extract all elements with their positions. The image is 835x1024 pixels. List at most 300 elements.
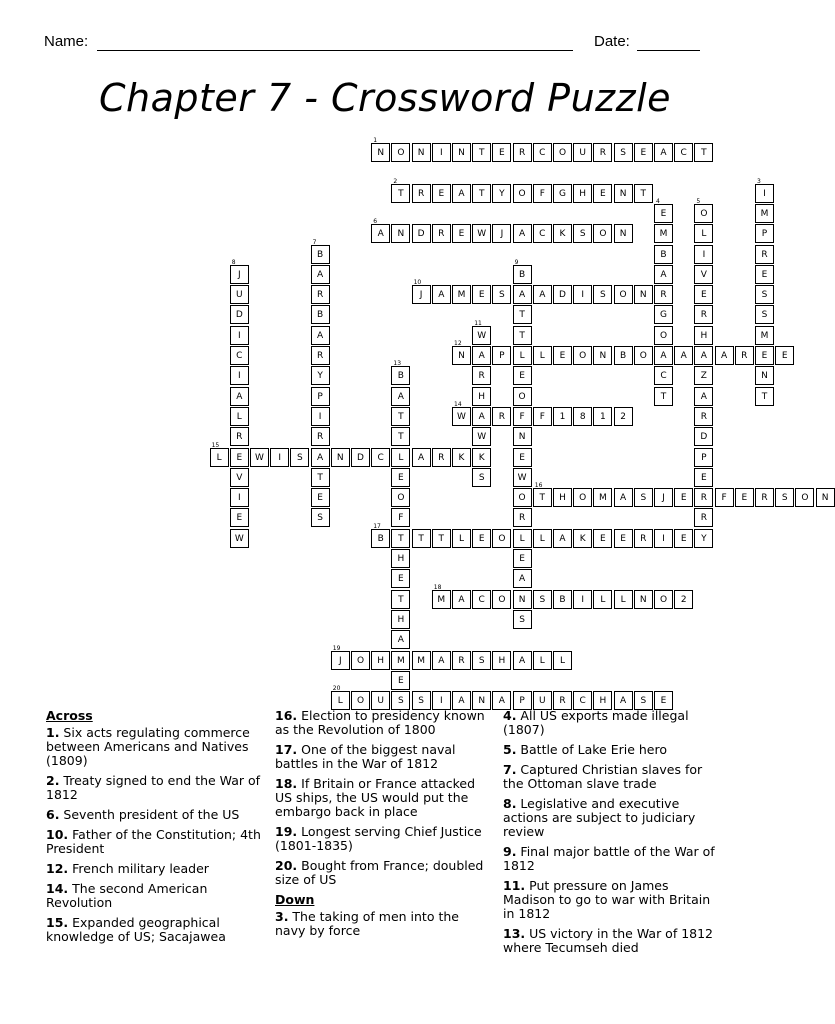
grid-cell[interactable]	[311, 488, 330, 507]
grid-cell[interactable]	[230, 488, 249, 507]
grid-cell[interactable]	[573, 184, 592, 203]
grid-cell[interactable]	[654, 590, 673, 609]
grid-cell[interactable]	[391, 177, 410, 203]
grid-cell[interactable]	[553, 285, 572, 304]
clue-item	[275, 910, 493, 938]
grid-cell[interactable]	[755, 346, 774, 365]
grid-cell[interactable]	[230, 468, 249, 487]
cell-letter: L	[216, 452, 222, 463]
cell-letter: A	[458, 188, 465, 199]
grid-cell[interactable]	[513, 387, 532, 406]
grid-cell[interactable]	[412, 448, 431, 467]
grid-cell[interactable]	[654, 346, 673, 365]
grid-cell[interactable]	[533, 184, 552, 203]
grid-cell[interactable]	[391, 143, 410, 162]
grid-cell[interactable]	[654, 387, 673, 406]
grid-cell[interactable]	[593, 184, 612, 203]
grid-cell[interactable]	[735, 346, 754, 365]
grid-cell[interactable]	[533, 651, 552, 670]
grid-cell[interactable]	[553, 346, 572, 365]
grid-cell[interactable]	[250, 448, 269, 467]
clue-text: Put pressure on James Madison to go to war with Britain in 1812	[503, 878, 711, 921]
grid-cell[interactable]	[694, 285, 713, 304]
grid-cell[interactable]	[694, 326, 713, 345]
grid-cell[interactable]	[634, 488, 653, 507]
grid-cell[interactable]	[593, 529, 612, 548]
cell-letter: F	[519, 411, 525, 422]
grid-cell[interactable]	[472, 346, 491, 365]
grid-cell[interactable]	[513, 590, 532, 609]
grid-cell[interactable]	[634, 285, 653, 304]
grid-cell[interactable]	[391, 427, 410, 446]
clue-item	[503, 709, 723, 737]
grid-cell[interactable]	[593, 285, 612, 304]
grid-cell[interactable]	[432, 224, 451, 243]
grid-cell[interactable]	[553, 590, 572, 609]
grid-cell[interactable]	[472, 448, 491, 467]
grid-cell[interactable]	[755, 177, 774, 203]
grid-cell[interactable]	[452, 651, 471, 670]
cell-letter: L	[458, 533, 464, 544]
grid-cell[interactable]	[452, 590, 471, 609]
grid-cell[interactable]	[694, 143, 713, 162]
grid-cell[interactable]	[614, 590, 633, 609]
cell-letter: A	[478, 411, 485, 422]
grid-cell[interactable]	[674, 143, 693, 162]
grid-cell[interactable]	[513, 448, 532, 467]
grid-cell[interactable]	[795, 488, 814, 507]
cell-letter: A	[397, 391, 404, 402]
grid-cell[interactable]	[230, 387, 249, 406]
grid-cell[interactable]	[694, 305, 713, 324]
grid-cell[interactable]	[432, 529, 451, 548]
grid-cell[interactable]	[472, 366, 491, 385]
grid-cell[interactable]	[513, 184, 532, 203]
cell-letter: A	[620, 696, 627, 707]
grid-cell[interactable]	[472, 184, 491, 203]
grid-cell[interactable]	[553, 184, 572, 203]
cell-letter: C	[236, 351, 243, 361]
grid-cell[interactable]	[715, 346, 734, 365]
grid-cell[interactable]	[311, 468, 330, 487]
grid-cell[interactable]	[331, 644, 350, 670]
grid-cell[interactable]	[412, 529, 431, 548]
grid-cell[interactable]	[230, 305, 249, 324]
grid-cell[interactable]	[593, 224, 612, 243]
grid-cell[interactable]	[573, 285, 592, 304]
grid-cell[interactable]	[432, 448, 451, 467]
grid-cell[interactable]	[371, 522, 390, 548]
grid-cell[interactable]	[452, 448, 471, 467]
cell-letter: P	[499, 351, 505, 361]
grid-cell[interactable]	[230, 326, 249, 345]
grid-cell[interactable]	[432, 583, 451, 609]
grid-cell[interactable]	[654, 488, 673, 507]
cell-letter: T	[539, 493, 546, 504]
grid-cell[interactable]	[513, 143, 532, 162]
grid-cell[interactable]	[391, 488, 410, 507]
grid-cell[interactable]	[513, 488, 532, 507]
grid-cell[interactable]	[573, 346, 592, 365]
grid-cell[interactable]	[513, 407, 532, 426]
grid-cell[interactable]	[755, 224, 774, 243]
grid-cell[interactable]	[634, 590, 653, 609]
grid-cell[interactable]	[694, 427, 713, 446]
grid-cell[interactable]	[452, 400, 471, 426]
grid-cell[interactable]	[492, 407, 511, 426]
grid-cell[interactable]	[614, 488, 633, 507]
grid-cell[interactable]	[533, 407, 552, 426]
grid-cell[interactable]	[573, 488, 592, 507]
cell-letter: S	[418, 696, 424, 707]
grid-cell[interactable]	[654, 265, 673, 284]
cell-letter: E	[781, 351, 788, 361]
grid-cell[interactable]	[452, 285, 471, 304]
grid-cell[interactable]	[230, 427, 249, 446]
grid-cell[interactable]	[472, 468, 491, 487]
grid-cell[interactable]	[634, 346, 653, 365]
grid-cell[interactable]	[654, 529, 673, 548]
grid-cell[interactable]	[694, 529, 713, 548]
clue-text: Treaty signed to end the War of 1812	[46, 773, 261, 802]
grid-cell[interactable]	[513, 610, 532, 629]
clue-text: Father of the Constitution; 4th President	[46, 827, 261, 856]
grid-cell[interactable]	[311, 305, 330, 324]
grid-cell[interactable]	[674, 488, 693, 507]
cell-letter: T	[398, 533, 404, 544]
grid-cell[interactable]	[492, 184, 511, 203]
grid-cell[interactable]	[472, 224, 491, 243]
cell-letter: T	[519, 330, 525, 341]
grid-cell[interactable]	[593, 407, 612, 426]
grid-cell[interactable]	[472, 529, 491, 548]
grid-cell[interactable]	[230, 366, 249, 385]
grid-cell[interactable]	[533, 529, 552, 548]
grid-cell[interactable]	[452, 340, 471, 365]
grid-cell[interactable]	[674, 590, 693, 609]
grid-cell[interactable]	[593, 143, 612, 162]
grid-cell[interactable]	[634, 184, 653, 203]
grid-cell[interactable]	[654, 366, 673, 385]
grid-cell[interactable]	[654, 197, 673, 223]
grid-cell[interactable]	[513, 305, 532, 324]
grid-cell[interactable]	[311, 427, 330, 446]
grid-cell[interactable]	[452, 529, 471, 548]
grid-cell[interactable]	[230, 448, 249, 467]
cell-letter: N	[417, 148, 425, 158]
grid-cell[interactable]	[614, 184, 633, 203]
grid-cell[interactable]	[492, 529, 511, 548]
cell-letter: J	[419, 290, 423, 301]
cell-letter: B	[620, 351, 627, 361]
cell-letter: O	[700, 208, 708, 219]
grid-cell[interactable]	[311, 508, 330, 527]
grid-cell[interactable]	[694, 346, 713, 365]
grid-cell[interactable]	[472, 143, 491, 162]
grid-cell[interactable]	[391, 610, 410, 629]
grid-cell[interactable]	[412, 651, 431, 670]
cell-letter: E	[620, 533, 626, 544]
grid-cell[interactable]	[755, 366, 774, 385]
cell-letter: Y	[701, 533, 707, 544]
grid-cell[interactable]	[412, 279, 431, 304]
grid-cell[interactable]	[513, 366, 532, 385]
grid-cell[interactable]	[755, 387, 774, 406]
cell-letter: I	[237, 493, 241, 504]
grid-cell[interactable]	[654, 326, 673, 345]
cell-letter: R	[316, 432, 324, 443]
grid-cell[interactable]	[230, 529, 249, 548]
grid-cell[interactable]	[614, 285, 633, 304]
cell-letter: J	[500, 229, 504, 240]
cell-letter: E	[640, 148, 647, 158]
grid-cell[interactable]	[492, 143, 511, 162]
grid-cell[interactable]	[573, 590, 592, 609]
grid-cell[interactable]	[432, 143, 451, 162]
grid-cell[interactable]	[513, 549, 532, 568]
grid-cell[interactable]	[553, 407, 572, 426]
grid-cell[interactable]	[816, 488, 835, 507]
cell-letter: R	[741, 351, 748, 361]
grid-cell[interactable]	[573, 529, 592, 548]
cell-letter: T	[640, 188, 647, 199]
grid-cell[interactable]	[331, 448, 350, 467]
cell-letter: H	[599, 696, 607, 707]
grid-cell[interactable]	[230, 258, 249, 284]
grid-cell[interactable]	[553, 488, 572, 507]
grid-cell[interactable]	[674, 529, 693, 548]
cell-letter: I	[237, 371, 241, 382]
grid-cell[interactable]	[371, 448, 390, 467]
grid-cell[interactable]	[513, 224, 532, 243]
grid-cell[interactable]	[311, 407, 330, 426]
cell-letter: N	[761, 371, 768, 382]
grid-cell[interactable]	[391, 224, 410, 243]
grid-cell[interactable]	[694, 224, 713, 243]
grid-cell[interactable]	[311, 238, 330, 264]
grid-cell[interactable]	[472, 319, 491, 345]
cell-letter: V	[700, 269, 707, 280]
grid-cell[interactable]	[230, 508, 249, 527]
cell-letter: A	[559, 533, 566, 544]
grid-cell[interactable]	[755, 305, 774, 324]
grid-cell[interactable]	[593, 488, 612, 507]
grid-cell[interactable]	[533, 590, 552, 609]
cell-letter: M	[417, 655, 425, 666]
grid-cell[interactable]	[654, 285, 673, 304]
clue-number: 3	[757, 177, 761, 185]
grid-cell[interactable]	[391, 549, 410, 568]
grid-cell[interactable]	[270, 448, 289, 467]
grid-cell[interactable]	[513, 285, 532, 304]
grid-cell[interactable]	[351, 651, 370, 670]
clues-column-2	[275, 709, 493, 944]
grid-cell[interactable]	[735, 488, 754, 507]
grid-cell[interactable]	[432, 651, 451, 670]
grid-cell[interactable]	[694, 197, 713, 223]
cell-letter: O	[518, 391, 526, 402]
grid-cell[interactable]	[371, 137, 390, 162]
grid-cell[interactable]	[694, 265, 713, 284]
grid-cell[interactable]	[492, 346, 511, 365]
grid-cell[interactable]	[694, 245, 713, 264]
grid-cell[interactable]	[492, 590, 511, 609]
grid-cell[interactable]	[472, 590, 491, 609]
grid-cell[interactable]	[573, 407, 592, 426]
grid-cell[interactable]	[694, 508, 713, 527]
grid-cell[interactable]	[654, 143, 673, 162]
grid-cell[interactable]	[391, 590, 410, 609]
grid-cell[interactable]	[391, 468, 410, 487]
cell-letter: N	[478, 696, 486, 707]
cell-letter: A	[317, 452, 324, 463]
grid-cell[interactable]	[513, 346, 532, 365]
cell-letter: N	[458, 148, 465, 158]
grid-cell[interactable]	[513, 427, 532, 446]
grid-cell[interactable]	[311, 366, 330, 385]
grid-cell[interactable]	[311, 265, 330, 284]
grid-cell[interactable]	[694, 366, 713, 385]
grid-cell[interactable]	[694, 407, 713, 426]
grid-cell[interactable]	[412, 184, 431, 203]
grid-cell[interactable]	[533, 346, 552, 365]
grid-cell[interactable]	[452, 184, 471, 203]
cell-letter: E	[398, 574, 404, 585]
grid-cell[interactable]	[553, 143, 572, 162]
grid-cell[interactable]	[492, 285, 511, 304]
grid-cell[interactable]	[694, 448, 713, 467]
grid-cell[interactable]	[634, 529, 653, 548]
grid-cell[interactable]	[210, 441, 229, 467]
grid-cell[interactable]	[311, 387, 330, 406]
grid-cell[interactable]	[391, 529, 410, 548]
grid-cell[interactable]	[674, 346, 693, 365]
grid-cell[interactable]	[553, 651, 572, 670]
grid-cell[interactable]	[715, 488, 734, 507]
cell-letter: O	[356, 696, 365, 707]
clue-item	[46, 726, 268, 768]
grid-cell[interactable]	[230, 346, 249, 365]
grid-cell[interactable]	[755, 204, 774, 223]
grid-cell[interactable]	[694, 468, 713, 487]
grid-cell[interactable]	[391, 630, 410, 649]
grid-cell[interactable]	[391, 407, 410, 426]
cell-letter: O	[579, 351, 587, 361]
grid-cell[interactable]	[533, 482, 552, 507]
grid-cell[interactable]	[513, 258, 532, 284]
grid-cell[interactable]	[452, 224, 471, 243]
grid-cell[interactable]	[472, 407, 491, 426]
grid-cell[interactable]	[614, 529, 633, 548]
grid-cell[interactable]	[391, 651, 410, 670]
grid-cell[interactable]	[513, 569, 532, 588]
grid-cell[interactable]	[533, 143, 552, 162]
grid-cell[interactable]	[311, 326, 330, 345]
grid-cell[interactable]	[533, 285, 552, 304]
grid-cell[interactable]	[391, 387, 410, 406]
cell-letter: E	[438, 188, 445, 199]
grid-cell[interactable]	[553, 529, 572, 548]
grid-cell[interactable]	[654, 224, 673, 243]
cell-letter: T	[761, 391, 768, 402]
cell-letter: R	[518, 148, 526, 158]
grid-cell[interactable]	[432, 184, 451, 203]
grid-cell[interactable]	[614, 346, 633, 365]
grid-cell[interactable]	[654, 245, 673, 264]
grid-cell[interactable]	[775, 346, 794, 365]
grid-cell[interactable]	[351, 448, 370, 467]
cell-letter: I	[662, 533, 665, 544]
grid-cell[interactable]	[755, 326, 774, 345]
grid-cell[interactable]	[775, 488, 794, 507]
grid-cell[interactable]	[230, 407, 249, 426]
grid-cell[interactable]	[513, 651, 532, 670]
grid-cell[interactable]	[614, 407, 633, 426]
grid-cell[interactable]	[412, 143, 431, 162]
grid-cell[interactable]	[755, 285, 774, 304]
grid-cell[interactable]	[371, 218, 390, 243]
grid-cell[interactable]	[694, 387, 713, 406]
cell-letter: R	[417, 188, 425, 199]
clue-number: 7.	[503, 762, 517, 777]
grid-cell[interactable]	[513, 508, 532, 527]
grid-cell[interactable]	[492, 651, 511, 670]
grid-cell[interactable]	[593, 346, 612, 365]
grid-cell[interactable]	[391, 508, 410, 527]
date-label: Date:	[594, 33, 630, 50]
grid-cell[interactable]	[311, 346, 330, 365]
grid-cell[interactable]	[573, 224, 592, 243]
grid-cell[interactable]	[513, 468, 532, 487]
grid-cell[interactable]	[694, 488, 713, 507]
grid-cell[interactable]	[391, 360, 410, 385]
grid-cell[interactable]	[391, 569, 410, 588]
grid-cell[interactable]	[371, 651, 390, 670]
grid-cell[interactable]	[593, 590, 612, 609]
grid-cell[interactable]	[553, 224, 572, 243]
grid-cell[interactable]	[755, 265, 774, 284]
grid-cell[interactable]	[472, 285, 491, 304]
grid-cell[interactable]	[230, 285, 249, 304]
grid-cell[interactable]	[755, 245, 774, 264]
grid-cell[interactable]	[412, 224, 431, 243]
grid-cell[interactable]	[432, 285, 451, 304]
grid-cell[interactable]	[391, 671, 410, 690]
grid-cell[interactable]	[492, 224, 511, 243]
grid-cell[interactable]	[472, 427, 491, 446]
cell-letter: D	[417, 229, 425, 240]
grid-cell[interactable]	[311, 448, 330, 467]
grid-cell[interactable]	[533, 224, 552, 243]
grid-cell[interactable]	[755, 488, 774, 507]
clue-text: Election to presidency known as the Revolution of 1800	[275, 708, 485, 737]
grid-cell[interactable]	[391, 448, 410, 467]
grid-cell[interactable]	[472, 387, 491, 406]
clue-number: 18.	[275, 776, 298, 791]
grid-cell[interactable]	[614, 224, 633, 243]
cell-letter: G	[559, 188, 566, 199]
grid-cell[interactable]	[573, 143, 592, 162]
grid-cell[interactable]	[472, 651, 491, 670]
grid-cell[interactable]	[654, 305, 673, 324]
grid-cell[interactable]	[452, 143, 471, 162]
grid-cell[interactable]	[290, 448, 309, 467]
grid-cell[interactable]	[614, 143, 633, 162]
grid-cell[interactable]	[311, 285, 330, 304]
grid-cell[interactable]	[513, 326, 532, 345]
grid-cell[interactable]	[634, 143, 653, 162]
grid-cell[interactable]	[513, 529, 532, 548]
